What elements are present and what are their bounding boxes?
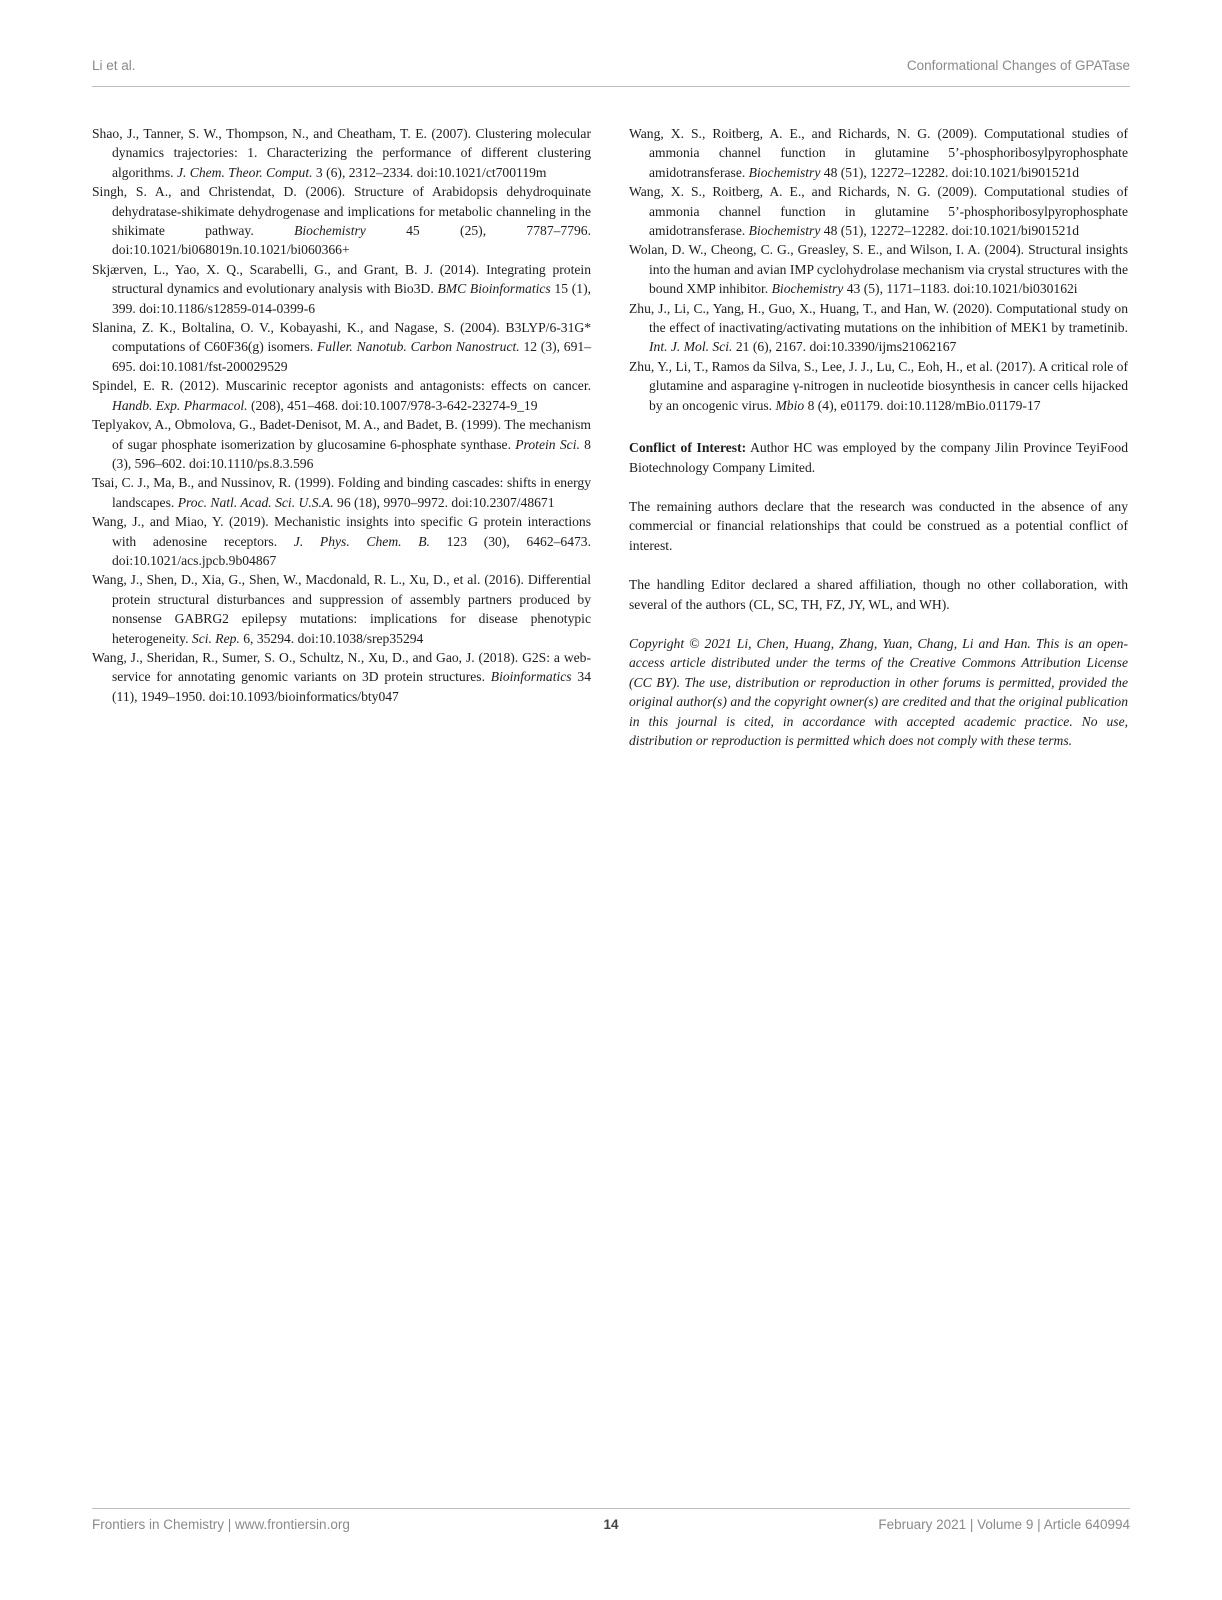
reference-list-right (629, 124, 1128, 415)
reference-journal: Fuller. Nanotub. Carbon Nanostruct. (316, 339, 520, 355)
reference-journal: Sci. Rep. (191, 630, 240, 646)
reference-details: 45 (25), 7787–7796. doi:10.1021/bi068019n.10.1021/bi060366+ (112, 223, 592, 258)
reference-text: Wang, X. S., Roitberg, A. E., and Richards, N. G. (2009). Computational studies of ammonia channel function in glutamine 5’-phosphoribosylpyrophosphate amidotransferase. (629, 126, 1128, 180)
footer-issue: February 2021 | Volume 9 | Article 640994 (878, 1517, 1130, 1532)
reference-details: 6, 35294. doi:10.1038/srep35294 (239, 630, 424, 646)
reference-journal: J. Chem. Theor. Comput. (176, 164, 313, 180)
reference-text: Wang, J., Shen, D., Xia, G., Shen, W., Macdonald, R. L., Xu, D., et al. (2016). Differential protein structural disturbances and suppression of assembly partners produced by nonsense GABRG2 epilepsy mutations: implications for disease phenotypic heterogeneity. (92, 572, 591, 646)
reference-details: 48 (51), 12272–12282. doi:10.1021/bi901521d (820, 223, 1080, 239)
reference-text: Singh, S. A., and Christendat, D. (2006). Structure of Arabidopsis dehydroquinate dehydratase-shikimate dehydrogenase and implications for metabolic channeling in the shikimate pathway. (92, 184, 591, 239)
reference-details: 3 (6), 2312–2334. doi:10.1021/ct700119m (312, 164, 547, 180)
reference-item (92, 415, 591, 473)
reference-item (629, 124, 1128, 182)
reference-list-left (92, 124, 591, 706)
reference-details: 21 (6), 2167. doi:10.3390/ijms21062167 (732, 339, 957, 355)
reference-journal: Biochemistry (748, 223, 821, 239)
remaining-authors-statement: The remaining authors declare that the research was conducted in the absence of any commercial or financial relationships that could be construed as a potential conflict of interest. (629, 498, 1128, 553)
coi-label: Conflict of Interest: (629, 440, 747, 456)
reference-text: Shao, J., Tanner, S. W., Thompson, N., and Cheatham, T. E. (2007). Clustering molecular dynamics trajectories: 1. Characterizing the performance of different clustering algorithms. (92, 126, 591, 180)
reference-text: Wolan, D. W., Cheong, C. G., Greasley, S. E., and Wilson, I. A. (2004). Structural insights into the human and avian IMP cyclohydrolase mechanism via crystal structures with the bound XMP inhibitor. (629, 242, 1128, 297)
reference-journal: Handb. Exp. Pharmacol. (112, 397, 248, 413)
reference-item (92, 182, 591, 260)
reference-text: Zhu, J., Li, C., Yang, H., Guo, X., Huang, T., and Han, W. (2020). Computational study on the effect of inactivating/activating mutations on the inhibition of MEK1 by trametinib. (629, 300, 1128, 336)
reference-journal: Biochemistry (294, 223, 366, 239)
reference-details: 15 (1), 399. doi:10.1186/s12859-014-0399-6 (112, 281, 591, 316)
reference-item (629, 299, 1128, 357)
reference-item (92, 473, 591, 512)
header-divider (92, 86, 1130, 87)
reference-text: Slanina, Z. K., Boltalina, O. V., Kobayashi, K., and Nagase, S. (2004). B3LYP/6-31G* computations of C60F36(g) isomers. (92, 320, 591, 355)
reference-journal: Int. J. Mol. Sci. (649, 339, 733, 355)
coi-text: Author HC was employed by the company Jilin Province TeyiFood Biotechnology Company Limited. (629, 440, 1128, 475)
reference-item (629, 182, 1128, 240)
reference-journal: Bioinformatics (490, 669, 572, 685)
reference-journal: Biochemistry (771, 281, 844, 297)
reference-text: Wang, J., and Miao, Y. (2019). Mechanistic insights into specific G protein interactions with adenosine receptors. (92, 514, 591, 549)
reference-text: Spindel, E. R. (2012). Muscarinic receptor agonists and antagonists: effects on cancer. (92, 378, 591, 394)
reference-text: Teplyakov, A., Obmolova, G., Badet-Denisot, M. A., and Badet, B. (1999). The mechanism of sugar phosphate isomerization by glucosamine 6-phosphate synthase. (92, 417, 591, 452)
conflict-of-interest (629, 438, 1128, 477)
reference-journal: Proc. Natl. Acad. Sci. U.S.A. (177, 494, 334, 510)
reference-item (92, 260, 591, 318)
handling-editor-statement: The handling Editor declared a shared affiliation, though no other collaboration, with several of the authors (CL, SC, TH, FZ, JY, WL, and WH). (629, 577, 1128, 612)
footer-journal: Frontiers in Chemistry | www.frontiersin.org (92, 1517, 350, 1532)
reference-journal: J. Phys. Chem. B. (293, 533, 430, 549)
reference-item (629, 240, 1128, 298)
reference-text: Wang, X. S., Roitberg, A. E., and Richards, N. G. (2009). Computational studies of ammonia channel function in glutamine 5’-phosphoribosylpyrophosphate amidotransferase. (629, 184, 1128, 239)
reference-item (92, 512, 591, 570)
reference-details: 96 (18), 9970–9972. doi:10.2307/48671 (333, 494, 555, 510)
reference-journal: Biochemistry (748, 164, 821, 180)
reference-column-left (92, 124, 591, 706)
reference-details: (208), 451–468. doi:10.1007/978-3-642-23274-9_19 (247, 397, 538, 413)
reference-item (92, 648, 591, 706)
reference-column-right (629, 124, 1128, 750)
running-header (92, 54, 1130, 84)
footer-divider (92, 1508, 1130, 1509)
page-number: 14 (603, 1517, 619, 1532)
reference-text: Zhu, Y., Li, T., Ramos da Silva, S., Lee, J. J., Lu, C., Eoh, H., et al. (2017). A critical role of glutamine and asparagine γ-nitrogen in nucleotide biosynthesis in cancer cells hijacked by an oncogenic virus. (629, 358, 1128, 413)
reference-details: 43 (5), 1171–1183. doi:10.1021/bi030162i (843, 281, 1078, 297)
reference-details: 8 (4), e01179. doi:10.1128/mBio.01179-17 (804, 397, 1041, 413)
reference-journal: Protein Sci. (515, 436, 580, 452)
reference-item (92, 376, 591, 415)
reference-item (92, 318, 591, 376)
reference-details: 123 (30), 6462–6473. doi:10.1021/acs.jpcb.9b04867 (112, 533, 592, 568)
reference-details: 12 (3), 691–695. doi:10.1081/fst-200029529 (112, 339, 591, 374)
header-title: Conformational Changes of GPATase (906, 58, 1130, 73)
reference-item (92, 570, 591, 648)
reference-journal: BMC Bioinformatics (437, 281, 551, 297)
reference-text: Wang, J., Sheridan, R., Sumer, S. O., Schultz, N., Xu, D., and Gao, J. (2018). G2S: a web-service for annotating genomic variants on 3D protein structures. (92, 649, 591, 685)
reference-details: 48 (51), 12272–12282. doi:10.1021/bi901521d (820, 164, 1080, 180)
reference-text: Skjærven, L., Yao, X. Q., Scarabelli, G., and Grant, B. J. (2014). Integrating protein structural dynamics and evolutionary analysis with Bio3D. (92, 261, 591, 297)
header-authors: Li et al. (92, 58, 136, 73)
reference-item (92, 124, 591, 182)
copyright-statement: Copyright © 2021 Li, Chen, Huang, Zhang, Yuan, Chang, Li and Han. This is an open-access article distributed under the terms of the Creative Commons Attribution License (CC BY). The use, distribution or reproduction in other forums is permitted, provided the original author(s) and the copyright owner(s) are credited and that the original publication in this journal is cited, in accordance with accepted academic practice. No use, distribution or reproduction is permitted which does not comply with these terms. (629, 635, 1128, 748)
reference-text: Tsai, C. J., Ma, B., and Nussinov, R. (1999). Folding and binding cascades: shifts in energy landscapes. (92, 475, 591, 510)
reference-details: 34 (11), 1949–1950. doi:10.1093/bioinformatics/bty047 (112, 669, 591, 704)
reference-details: 8 (3), 596–602. doi:10.1110/ps.8.3.596 (112, 436, 591, 471)
reference-item (629, 357, 1128, 415)
reference-journal: Mbio (775, 397, 805, 413)
